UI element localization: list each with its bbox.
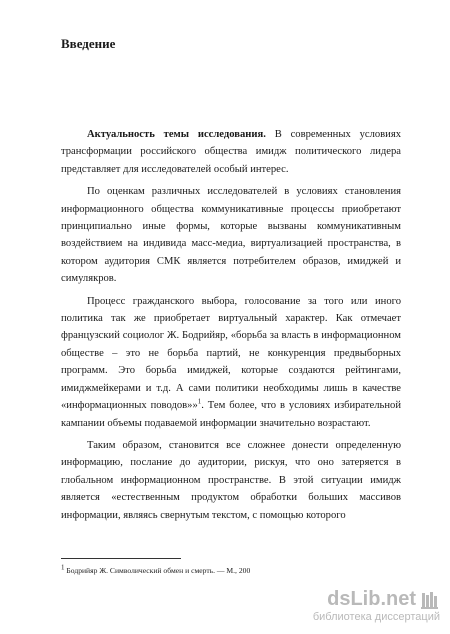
paragraph-3 [61, 293, 401, 432]
section-heading: Введение [61, 36, 116, 51]
watermark-logo [327, 588, 440, 611]
watermark-caption: библиотека диссертаций [312, 611, 440, 623]
paragraph-3-quote: Процесс гражданского выбора, голосование за того или иного политика так же приобретает виртуальный характер. Как отмечает французский социолог Ж. Бодрийяр, «борьба за власть в информационном обществе – это не борьба партий, не конкуренция предвыборных программ. Это борьба имиджей, которые создаются рейтингами, имиджмейкерами и т.д. А сами политики необходимы лишь в качестве «информационных поводов»» [61, 295, 401, 412]
paragraph-1-text: В современных условиях трансформации российского общества имидж политического лидера представляет для исследователей особый интерес. [61, 129, 401, 175]
book-shelf-icon [420, 590, 440, 610]
paragraph-2: По оценкам различных исследователей в условиях становления информационного общества коммуникативные процессы приобретают принципиально иные формы, которые вызваны коммуникативным воздействием на индивида масс-медиа, виртуализацией пространства, в котором аудитория СМК является потребителем образов, имиджей и симулякров. [61, 186, 401, 285]
paragraph-4: Таким образом, становится все сложнее донести определенную информацию, послание до аудитории, рискуя, что оно затеряется в глобальном информационном пространстве. В этой ситуации имидж является «естественным продуктом обработки больших массивов информации, являясь свернутым текстом, с помощью которого [61, 439, 401, 521]
watermark [290, 588, 440, 628]
footnote-ref: 1 [197, 397, 202, 406]
footnote-number: 1 [61, 563, 65, 572]
body-text [61, 126, 401, 529]
footnote [61, 563, 401, 576]
paragraph-1 [61, 126, 401, 178]
paragraph-3-tail: . Тем более, что в условиях избирательной кампании объемы подаваемой информации значительно возрастают. [61, 400, 401, 429]
watermark-logo-text: dsLib.net [327, 588, 416, 610]
topic-relevance-label: Актуальность темы исследования. [87, 129, 266, 140]
footnote-text: Бодрийяр Ж. Символический обмен и смерть. — М., 200 [64, 566, 251, 575]
footnote-separator [61, 558, 181, 559]
